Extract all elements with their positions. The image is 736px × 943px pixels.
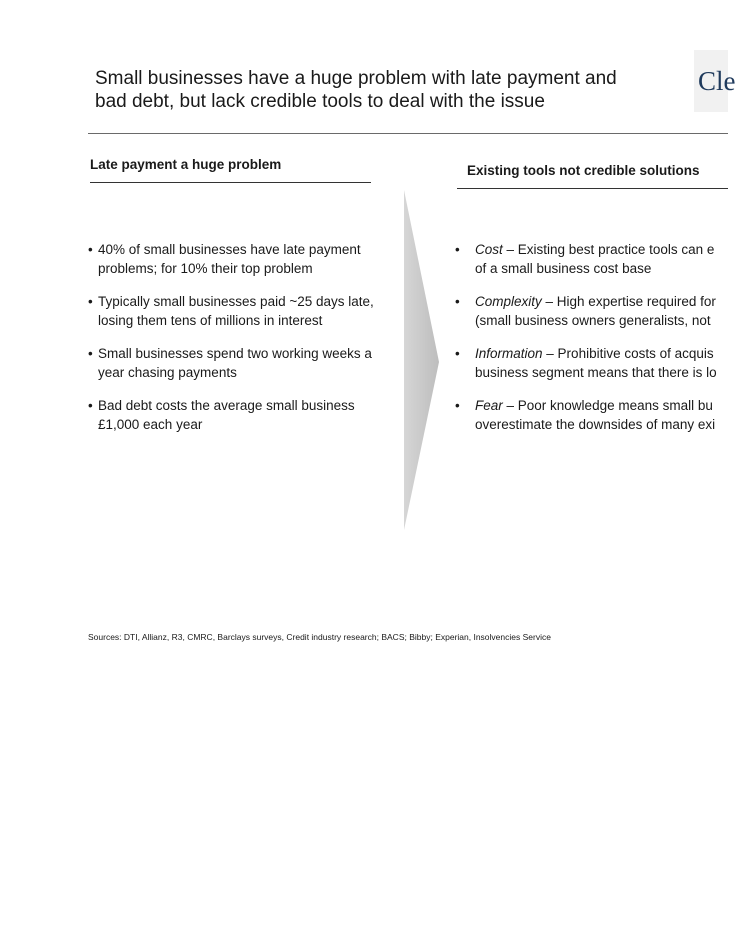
bullet-icon: • [88, 294, 93, 309]
list-item-text: Typically small businesses paid ~25 days late, losing them tens of millions in interest [98, 294, 374, 328]
chevron-arrow-icon [400, 190, 442, 530]
late-payment-problem-list [88, 240, 393, 448]
list-item-text: 40% of small businesses have late payment problems; for 10% their top problem [98, 242, 361, 276]
company-logo-text: Cle [698, 66, 736, 96]
list-item [455, 292, 728, 330]
sources-footnote: Sources: DTI, Allianz, R3, CMRC, Barclays surveys, Credit industry research; BACS; Bibby; Experian, Insolvencies Service [88, 632, 551, 642]
list-item [455, 344, 728, 382]
bullet-icon: • [88, 398, 93, 413]
right-heading-underline [457, 188, 728, 189]
list-item-line-1 [475, 292, 728, 311]
list-item [88, 240, 393, 278]
list-item-term: Information [475, 346, 543, 361]
list-item-line-2: of a small business cost base [475, 261, 652, 276]
list-item-line-2: overestimate the downsides of many exi [475, 417, 716, 432]
slide-title-line-1: Small businesses have a huge problem with late payment and [95, 68, 617, 89]
list-item-text: – Prohibitive costs of acquis [542, 346, 714, 361]
list-item [455, 240, 728, 278]
list-item-term: Cost [475, 242, 503, 257]
list-item-text: Bad debt costs the average small business £1,000 each year [98, 398, 355, 432]
bullet-icon: • [88, 242, 93, 257]
list-item-line-1 [475, 396, 728, 415]
existing-tools-list [455, 240, 728, 448]
list-item-line-1 [475, 344, 728, 363]
list-item-text: – Poor knowledge means small bu [502, 398, 713, 413]
list-item-term: Complexity [475, 294, 542, 309]
list-item [88, 396, 393, 434]
list-item-text: – Existing best practice tools can e [502, 242, 715, 257]
slide-title-line-2: bad debt, but lack credible tools to deal with the issue [95, 91, 545, 112]
bullet-icon: • [455, 294, 460, 309]
list-item [455, 396, 728, 434]
list-item-text: Small businesses spend two working weeks a year chasing payments [98, 346, 372, 380]
bullet-icon: • [88, 346, 93, 361]
title-divider [88, 133, 728, 134]
list-item [88, 344, 393, 382]
slide-title [95, 67, 655, 113]
bullet-icon: • [455, 398, 460, 413]
bullet-icon: • [455, 242, 460, 257]
list-item [88, 292, 393, 330]
list-item-line-2: (small business owners generalists, not [475, 313, 711, 328]
bullet-icon: • [455, 346, 460, 361]
list-item-term: Fear [475, 398, 503, 413]
list-item-line-2: business segment means that there is lo [475, 365, 717, 380]
right-column-heading: Existing tools not credible solutions [467, 163, 700, 178]
list-item-line-1 [475, 240, 728, 259]
left-heading-underline [90, 182, 371, 183]
list-item-text: – High expertise required for [541, 294, 716, 309]
left-column-heading: Late payment a huge problem [90, 157, 282, 172]
company-logo [694, 50, 736, 112]
